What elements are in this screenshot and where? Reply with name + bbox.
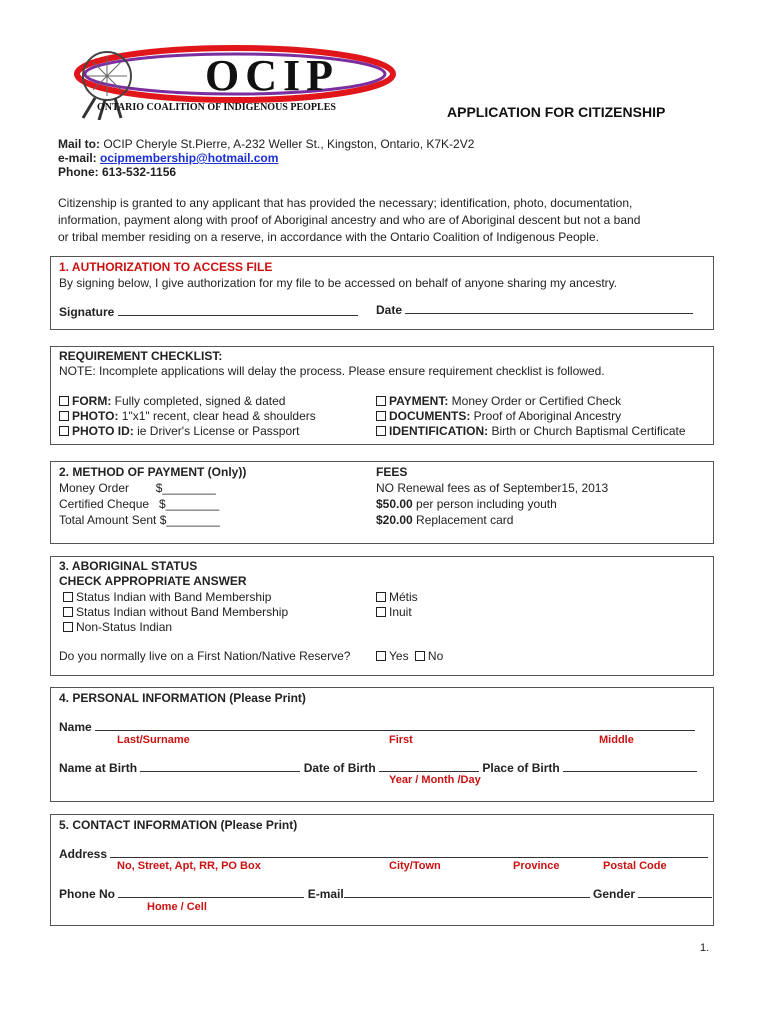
- birth-info-row: [59, 761, 697, 775]
- check-label: PHOTO ID:: [72, 424, 134, 438]
- pob-line[interactable]: [563, 761, 697, 772]
- checkbox[interactable]: [63, 607, 73, 617]
- home-cell-hint: Home / Cell: [147, 901, 207, 913]
- fee-amount: $20.00: [376, 513, 413, 527]
- checkbox[interactable]: [376, 411, 386, 421]
- mail-to-line: [58, 137, 474, 151]
- option-label: Status Indian without Band Membership: [76, 605, 289, 619]
- mail-label: Mail to:: [58, 137, 100, 151]
- email-label: e-mail:: [58, 151, 97, 165]
- first-name-hint: First: [389, 734, 413, 746]
- fees-line-1: NO Renewal fees as of September15, 2013: [376, 481, 609, 495]
- check-label: IDENTIFICATION:: [389, 424, 489, 438]
- street-hint: No, Street, Apt, RR, PO Box: [117, 860, 261, 872]
- status-option[interactable]: [63, 590, 271, 604]
- section-contact-info: [50, 814, 714, 926]
- last-surname-hint: Last/Surname: [117, 734, 190, 746]
- intro-line-2: information, payment along with proof of Aboriginal ancestry and who are of Aboriginal descent but not a band: [58, 213, 641, 227]
- total-amount-field[interactable]: Total Amount Sent $________: [59, 513, 220, 527]
- fee-replacement: [376, 513, 513, 527]
- dob-format-hint: Year / Month /Day: [389, 774, 481, 786]
- province-hint: Province: [513, 860, 560, 872]
- address-line[interactable]: [110, 847, 708, 858]
- option-label: Non-Status Indian: [76, 620, 173, 634]
- ocip-logo: [55, 40, 415, 120]
- checkbox[interactable]: [376, 592, 386, 602]
- section-authorization: [50, 256, 714, 330]
- page-title: APPLICATION FOR CITIZENSHIP: [447, 104, 666, 120]
- intro-line-1: Citizenship is granted to any applicant that has provided the necessary; identification, photo, documentation,: [58, 196, 633, 210]
- checkbox[interactable]: [59, 411, 69, 421]
- name-at-birth-label: Name at Birth: [59, 761, 138, 775]
- name-label: Name: [59, 720, 92, 734]
- dob-label: Date of Birth: [303, 761, 376, 775]
- sec5-heading: 5. CONTACT INFORMATION (Please Print): [59, 818, 298, 832]
- postal-code-hint: Postal Code: [603, 860, 667, 872]
- certified-cheque-field[interactable]: Certified Cheque $________: [59, 497, 220, 511]
- sec2-heading: 2. METHOD OF PAYMENT (Only)): [59, 465, 247, 479]
- option-label: Status Indian with Band Membership: [76, 590, 272, 604]
- section-checklist: [50, 346, 714, 445]
- name-at-birth-line[interactable]: [140, 761, 300, 772]
- middle-name-hint: Middle: [599, 734, 634, 746]
- money-order-field[interactable]: Money Order $________: [59, 481, 216, 495]
- address-field[interactable]: [59, 847, 708, 861]
- pob-label: Place of Birth: [482, 761, 560, 775]
- email-line[interactable]: [344, 887, 590, 898]
- sec1-text: By signing below, I give authorization for my file to be accessed on behalf of anyone sharing my ancestry.: [59, 276, 618, 290]
- check-label: DOCUMENTS:: [389, 409, 471, 423]
- check-documents[interactable]: [376, 409, 621, 423]
- email-link[interactable]: ocipmembership@hotmail.com: [100, 151, 279, 165]
- check-photo-id[interactable]: [59, 424, 299, 438]
- checkbox[interactable]: [59, 426, 69, 436]
- page-number: 1.: [700, 942, 710, 954]
- sec4-heading: 4. PERSONAL INFORMATION (Please Print): [59, 691, 306, 705]
- reserve-question: Do you normally live on a First Nation/Native Reserve?: [59, 649, 351, 663]
- sec3-subheading: CHECK APPROPRIATE ANSWER: [59, 574, 247, 588]
- check-text: Fully completed, signed & dated: [111, 394, 286, 408]
- date-line[interactable]: [405, 303, 693, 314]
- check-identification[interactable]: [376, 424, 686, 438]
- address-label: Address: [59, 847, 108, 861]
- check-label: PAYMENT:: [389, 394, 449, 408]
- checkbox[interactable]: [376, 607, 386, 617]
- logo-org-name: ONTARIO COALITION OF INDIGENOUS PEOPLES: [97, 102, 336, 113]
- dob-line[interactable]: [379, 761, 479, 772]
- name-field[interactable]: [59, 720, 695, 734]
- fee-amount: $50.00: [376, 497, 413, 511]
- check-text: Money Order or Certified Check: [448, 394, 622, 408]
- check-text: Proof of Aboriginal Ancestry: [470, 409, 622, 423]
- phone-line[interactable]: [118, 887, 304, 898]
- section-payment: [50, 461, 714, 544]
- checkbox[interactable]: [63, 592, 73, 602]
- fees-heading: FEES: [376, 465, 408, 479]
- status-option[interactable]: [376, 605, 412, 619]
- check-text: 1"x1" recent, clear head & shoulders: [118, 409, 316, 423]
- no-label: No: [427, 649, 444, 663]
- sec1-heading: 1. AUTHORIZATION TO ACCESS FILE: [59, 260, 273, 274]
- no-checkbox[interactable]: [415, 651, 425, 661]
- option-label: Inuit: [389, 605, 412, 619]
- date-label: Date: [376, 303, 403, 317]
- yes-label: Yes: [389, 649, 409, 663]
- check-label: PHOTO:: [72, 409, 119, 423]
- section-personal-info: [50, 687, 714, 802]
- section-aboriginal-status: [50, 556, 714, 676]
- check-text: ie Driver's License or Passport: [133, 424, 300, 438]
- city-hint: City/Town: [389, 860, 441, 872]
- checkbox[interactable]: [63, 622, 73, 632]
- name-line[interactable]: [95, 720, 695, 731]
- intro-line-3: or tribal member residing on a reserve, in accordance with the Ontario Coalition of Indigenous People.: [58, 230, 599, 244]
- signature-field[interactable]: [59, 305, 358, 319]
- check-text: Birth or Church Baptismal Certificate: [488, 424, 686, 438]
- logo-acronym: OCIP: [205, 51, 339, 100]
- checkbox[interactable]: [376, 426, 386, 436]
- phone-label: Phone No: [59, 887, 115, 901]
- fee-youth: [376, 497, 557, 511]
- phone-email-row: [59, 887, 712, 901]
- check-photo[interactable]: [59, 409, 316, 423]
- email-field-label: E-mail: [307, 887, 344, 901]
- signature-label: Signature: [59, 305, 115, 319]
- check-payment[interactable]: [376, 394, 621, 408]
- mail-address: OCIP Cheryle St.Pierre, A-232 Weller St., Kingston, Ontario, K7K-2V2: [103, 137, 475, 151]
- fee-text: Replacement card: [412, 513, 514, 527]
- checkbox[interactable]: [59, 396, 69, 406]
- email-line: [58, 151, 278, 165]
- gender-label: Gender: [593, 887, 636, 901]
- gender-line[interactable]: [638, 887, 712, 898]
- reserve-answers: [376, 649, 443, 663]
- checklist-heading: REQUIREMENT CHECKLIST:: [59, 349, 223, 363]
- checkbox[interactable]: [376, 396, 386, 406]
- check-label: FORM:: [72, 394, 112, 408]
- signature-line[interactable]: [118, 305, 358, 316]
- check-form[interactable]: [59, 394, 285, 408]
- option-label: Métis: [389, 590, 418, 604]
- checklist-note: NOTE: Incomplete applications will delay the process. Please ensure requirement checklist is followed.: [59, 364, 605, 378]
- date-field[interactable]: [376, 303, 693, 317]
- intro-paragraph: [58, 195, 718, 246]
- fee-text: per person including youth: [412, 497, 557, 511]
- status-option[interactable]: [63, 605, 288, 619]
- phone-line: Phone: 613-532-1156: [58, 165, 177, 179]
- sec3-heading: 3. ABORIGINAL STATUS: [59, 559, 198, 573]
- status-option[interactable]: [63, 620, 172, 634]
- yes-checkbox[interactable]: [376, 651, 386, 661]
- status-option[interactable]: [376, 590, 418, 604]
